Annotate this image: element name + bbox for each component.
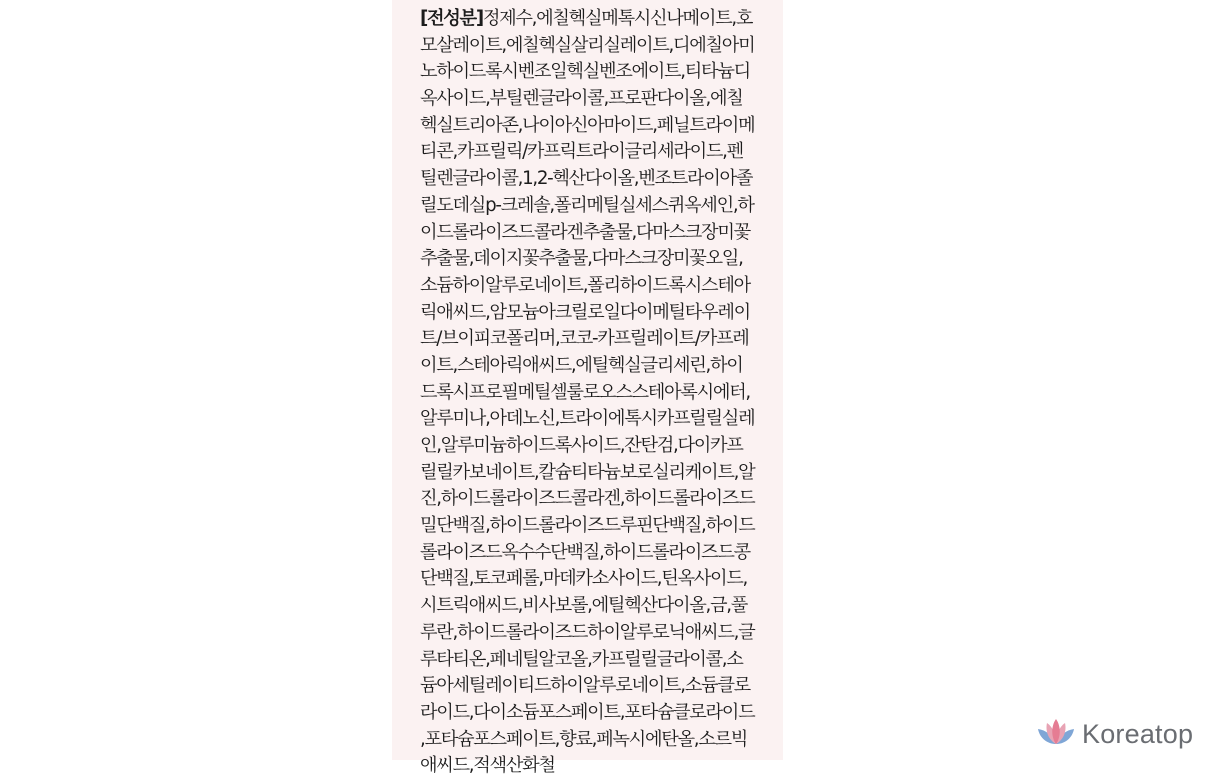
ingredients-line-text: 정제수,에칠헥실메톡시신나메이트,호	[482, 8, 753, 29]
ingredients-line: 티콘,카프릴릭/카프릭트라이글리세라이드,펜	[420, 141, 743, 163]
ingredients-line: 소듐하이알루로네이트,폴리하이드록시스테아	[420, 274, 750, 296]
ingredients-line: 모살레이트,에칠헥실살리실레이트,디에칠아미	[420, 34, 755, 56]
ingredients-line: 루란,하이드롤라이즈드하이알루로닉애씨드,글	[420, 621, 755, 643]
ingredients-line: 시트릭애씨드,비사보롤,에틸헥산다이올,금,풀	[420, 595, 748, 617]
ingredients-line: ,포타슘포스페이트,향료,페녹시에탄올,소르빅	[420, 728, 748, 750]
ingredients-line: 릭애씨드,암모늄아크릴로일다이메틸타우레이	[420, 301, 750, 323]
ingredients-line: 단백질,토코페롤,마데카소사이드,틴옥사이드,	[420, 568, 748, 590]
ingredients-line: 라이드,다이소듐포스페이트,포타슘클로라이드	[420, 701, 755, 723]
ingredients-line: 릴릴카보네이트,칼슘티타늄보로실리케이트,알	[420, 461, 755, 483]
ingredients-line: 틸렌글라이콜,1,2-헥산다이올,벤조트라이아졸	[420, 168, 753, 190]
koreatop-watermark	[1036, 714, 1193, 754]
ingredients-label: [전성분]	[420, 8, 483, 29]
ingredients-line: 트/브이피코폴리머,코코-카프릴레이트/카프레	[420, 328, 749, 350]
ingredients-line: 이트,스테아릭애씨드,에틸헥실글리세린,하이	[420, 354, 743, 376]
ingredients-line: 옥사이드,부틸렌글라이콜,프로판다이올,에칠	[420, 88, 743, 110]
ingredients-line: 알루미나,아데노신,트라이에톡시카프릴릴실레	[420, 408, 755, 430]
ingredients-line: 진,하이드롤라이즈드콜라겐,하이드롤라이즈드	[420, 488, 755, 510]
ingredients-line: 노하이드록시벤조일헥실벤조에이트,티타늄디	[420, 61, 750, 83]
ingredients-line: 롤라이즈드옥수수단백질,하이드롤라이즈드콩	[420, 541, 750, 563]
ingredients-line: 애씨드,적색산화철	[420, 755, 555, 777]
ingredients-line: 듐아세틸레이티드하이알루로네이트,소듐클로	[420, 675, 750, 697]
ingredients-line: 인,알루미늄하이드록사이드,잔탄검,다이카프	[420, 435, 743, 456]
lotus-icon	[1036, 714, 1076, 754]
ingredients-line: 밀단백질,하이드롤라이즈드루핀단백질,하이드	[420, 515, 755, 537]
ingredients-line: 드록시프로필메틸셀룰로오스스테아록시에터,	[420, 381, 750, 403]
ingredients-line	[420, 6, 765, 33]
brand-name: Koreatop	[1082, 718, 1194, 749]
ingredients-line: 릴도데실p-크레솔,폴리메틸실세스퀴옥세인,하	[420, 194, 754, 216]
ingredients-line: 추출물,데이지꽃추출물,다마스크장미꽃오일,	[420, 248, 743, 270]
ingredients-list	[420, 6, 765, 780]
ingredients-line: 헥실트리아존,나이아신아마이드,페닐트라이메	[420, 114, 755, 136]
ingredients-line: 이드롤라이즈드콜라겐추출물,다마스크장미꽃	[420, 221, 750, 243]
ingredients-line: 루타티온,페네틸알코올,카프릴릴글라이콜,소	[420, 648, 743, 670]
